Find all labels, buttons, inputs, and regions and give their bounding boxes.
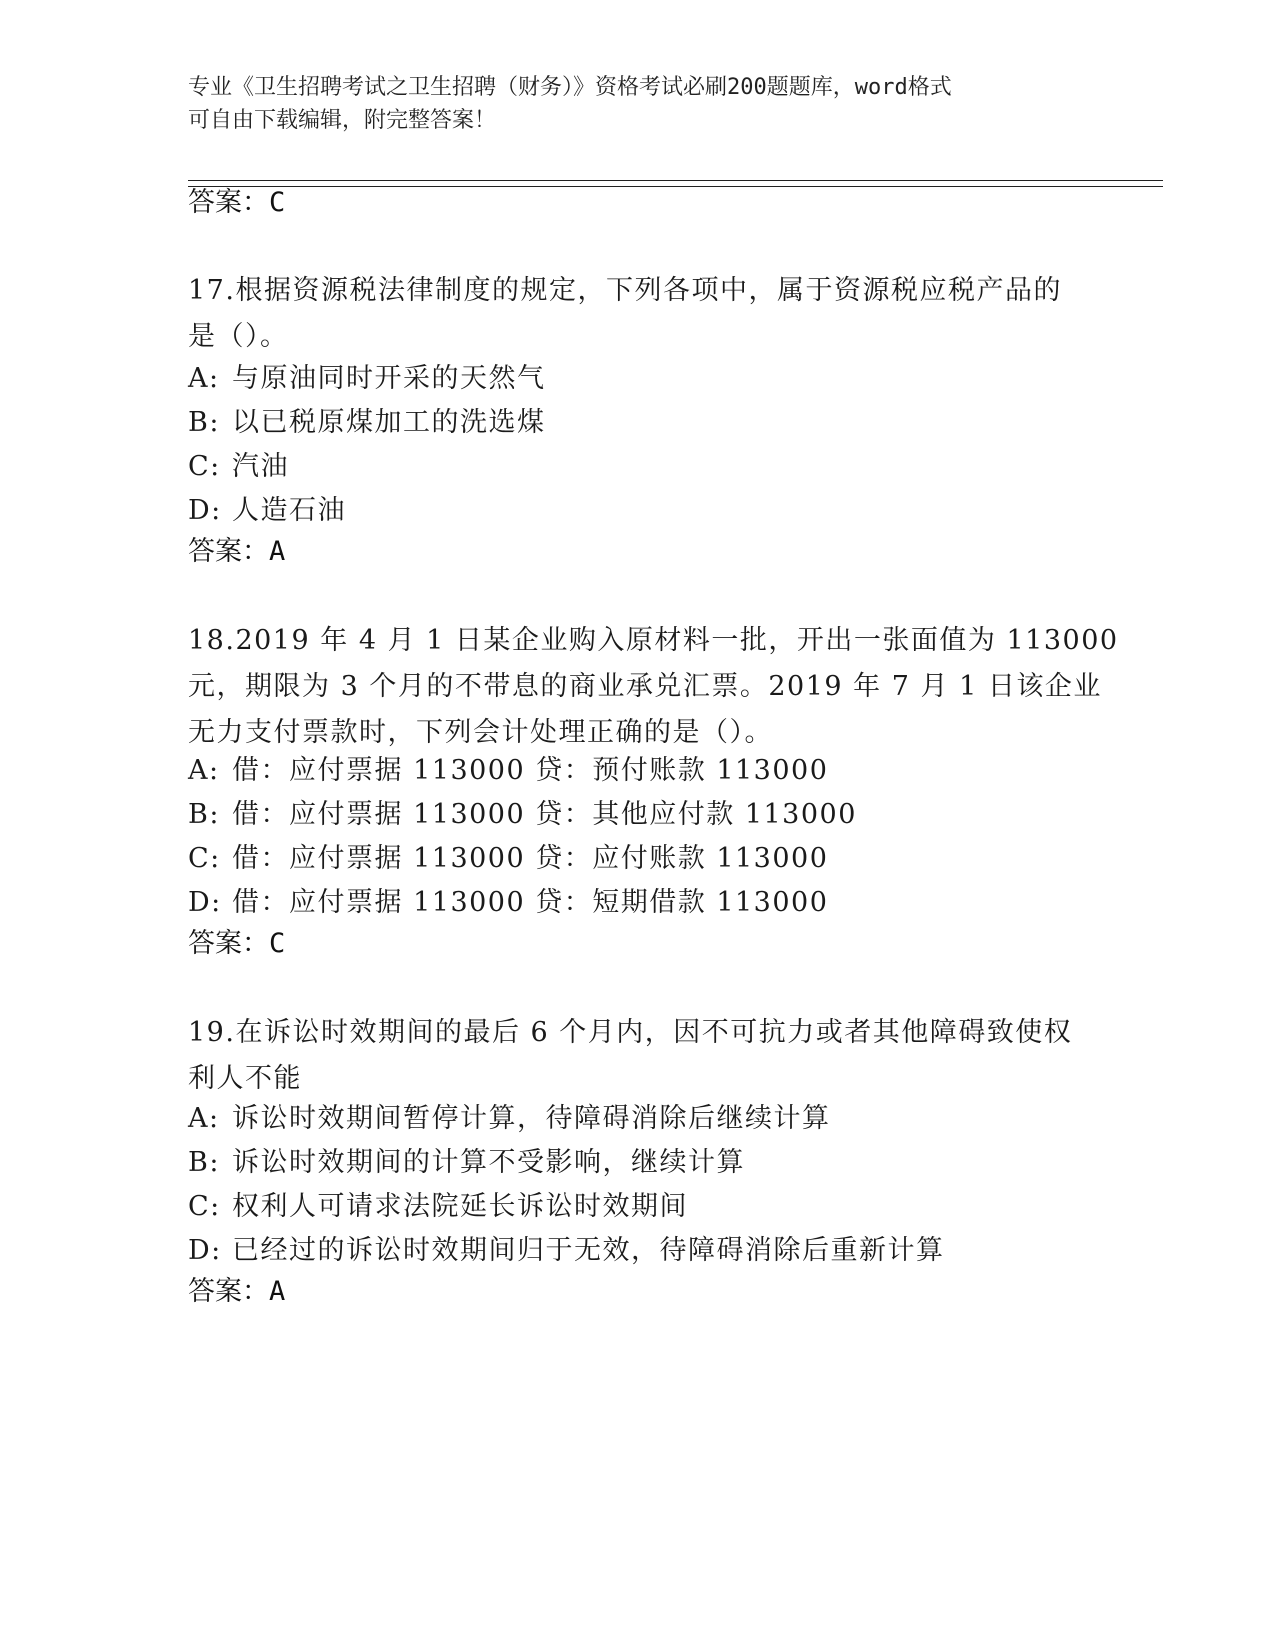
question-18-stem <box>188 618 1119 756</box>
option-label: A: <box>188 1103 220 1134</box>
document-header <box>188 71 1068 137</box>
option-label: B: <box>188 407 220 438</box>
option-text: 已经过的诉讼时效期间归于无效，待障碍消除后重新计算 <box>232 1235 945 1266</box>
question-19-option-b <box>188 1140 745 1186</box>
option-label: B: <box>188 1147 220 1178</box>
header-divider-bottom <box>188 186 1163 187</box>
option-text: 以已税原煤加工的洗选煤 <box>232 407 546 438</box>
option-text: 借：应付票据 113000 贷：短期借款 113000 <box>232 887 829 918</box>
option-label: C: <box>188 843 221 874</box>
question-19-stem <box>188 1010 1088 1102</box>
option-text: 汽油 <box>232 451 289 482</box>
stem-line: 元，期限为 3 个月的不带息的商业承兑汇票。2019 年 7 月 1 日该企业 <box>188 671 1102 702</box>
option-label: B: <box>188 799 220 830</box>
stem-line: 17.根据资源税法律制度的规定，下列各项中，属于资源税应税产品的 <box>188 275 1062 306</box>
header-line-2: 可自由下载编辑，附完整答案！ <box>188 108 497 133</box>
question-17-option-a <box>188 356 546 402</box>
option-label: D: <box>188 887 222 918</box>
stem-line: 19.在诉讼时效期间的最后 6 个月内，因不可抗力或者其他障碍致使权 <box>188 1017 1073 1048</box>
question-18-option-b <box>188 792 857 838</box>
option-label: A: <box>188 363 220 394</box>
question-17-option-c <box>188 444 289 490</box>
question-18-option-c <box>188 836 828 882</box>
stem-line: 无力支付票款时，下列会计处理正确的是（）。 <box>188 717 773 748</box>
stem-line: 利人不能 <box>188 1063 302 1094</box>
question-19-option-d <box>188 1228 945 1274</box>
header-line-1: 专业《卫生招聘考试之卫生招聘（财务）》资格考试必刷200题题库，word格式 <box>188 75 952 100</box>
question-17-stem <box>188 268 1088 360</box>
option-label: D: <box>188 1235 222 1266</box>
question-17-option-d <box>188 488 346 534</box>
stem-line: 是（）。 <box>188 321 289 352</box>
option-label: C: <box>188 451 221 482</box>
option-label: A: <box>188 755 220 786</box>
stem-line: 18.2019 年 4 月 1 日某企业购入原材料一批，开出一张面值为 113000 <box>188 625 1119 656</box>
option-text: 借：应付票据 113000 贷：应付账款 113000 <box>232 843 829 874</box>
option-text: 借：应付票据 113000 贷：其他应付款 113000 <box>232 799 857 830</box>
option-label: D: <box>188 495 222 526</box>
previous-answer: 答案：C <box>188 187 286 218</box>
question-19-option-a <box>188 1096 831 1142</box>
question-17-answer: 答案：A <box>188 536 286 567</box>
header-divider-top <box>188 180 1163 181</box>
question-19-option-c <box>188 1184 688 1230</box>
question-18-answer: 答案：C <box>188 928 286 959</box>
option-text: 借：应付票据 113000 贷：预付账款 113000 <box>232 755 829 786</box>
option-text: 诉讼时效期间暂停计算，待障碍消除后继续计算 <box>232 1103 831 1134</box>
question-18-option-d <box>188 880 828 926</box>
option-text: 权利人可请求法院延长诉讼时效期间 <box>232 1191 688 1222</box>
question-19-answer: 答案：A <box>188 1276 286 1307</box>
option-label: C: <box>188 1191 221 1222</box>
option-text: 诉讼时效期间的计算不受影响，继续计算 <box>232 1147 745 1178</box>
question-18-option-a <box>188 748 828 794</box>
question-17-option-b <box>188 400 546 446</box>
option-text: 人造石油 <box>232 495 346 526</box>
option-text: 与原油同时开采的天然气 <box>232 363 546 394</box>
